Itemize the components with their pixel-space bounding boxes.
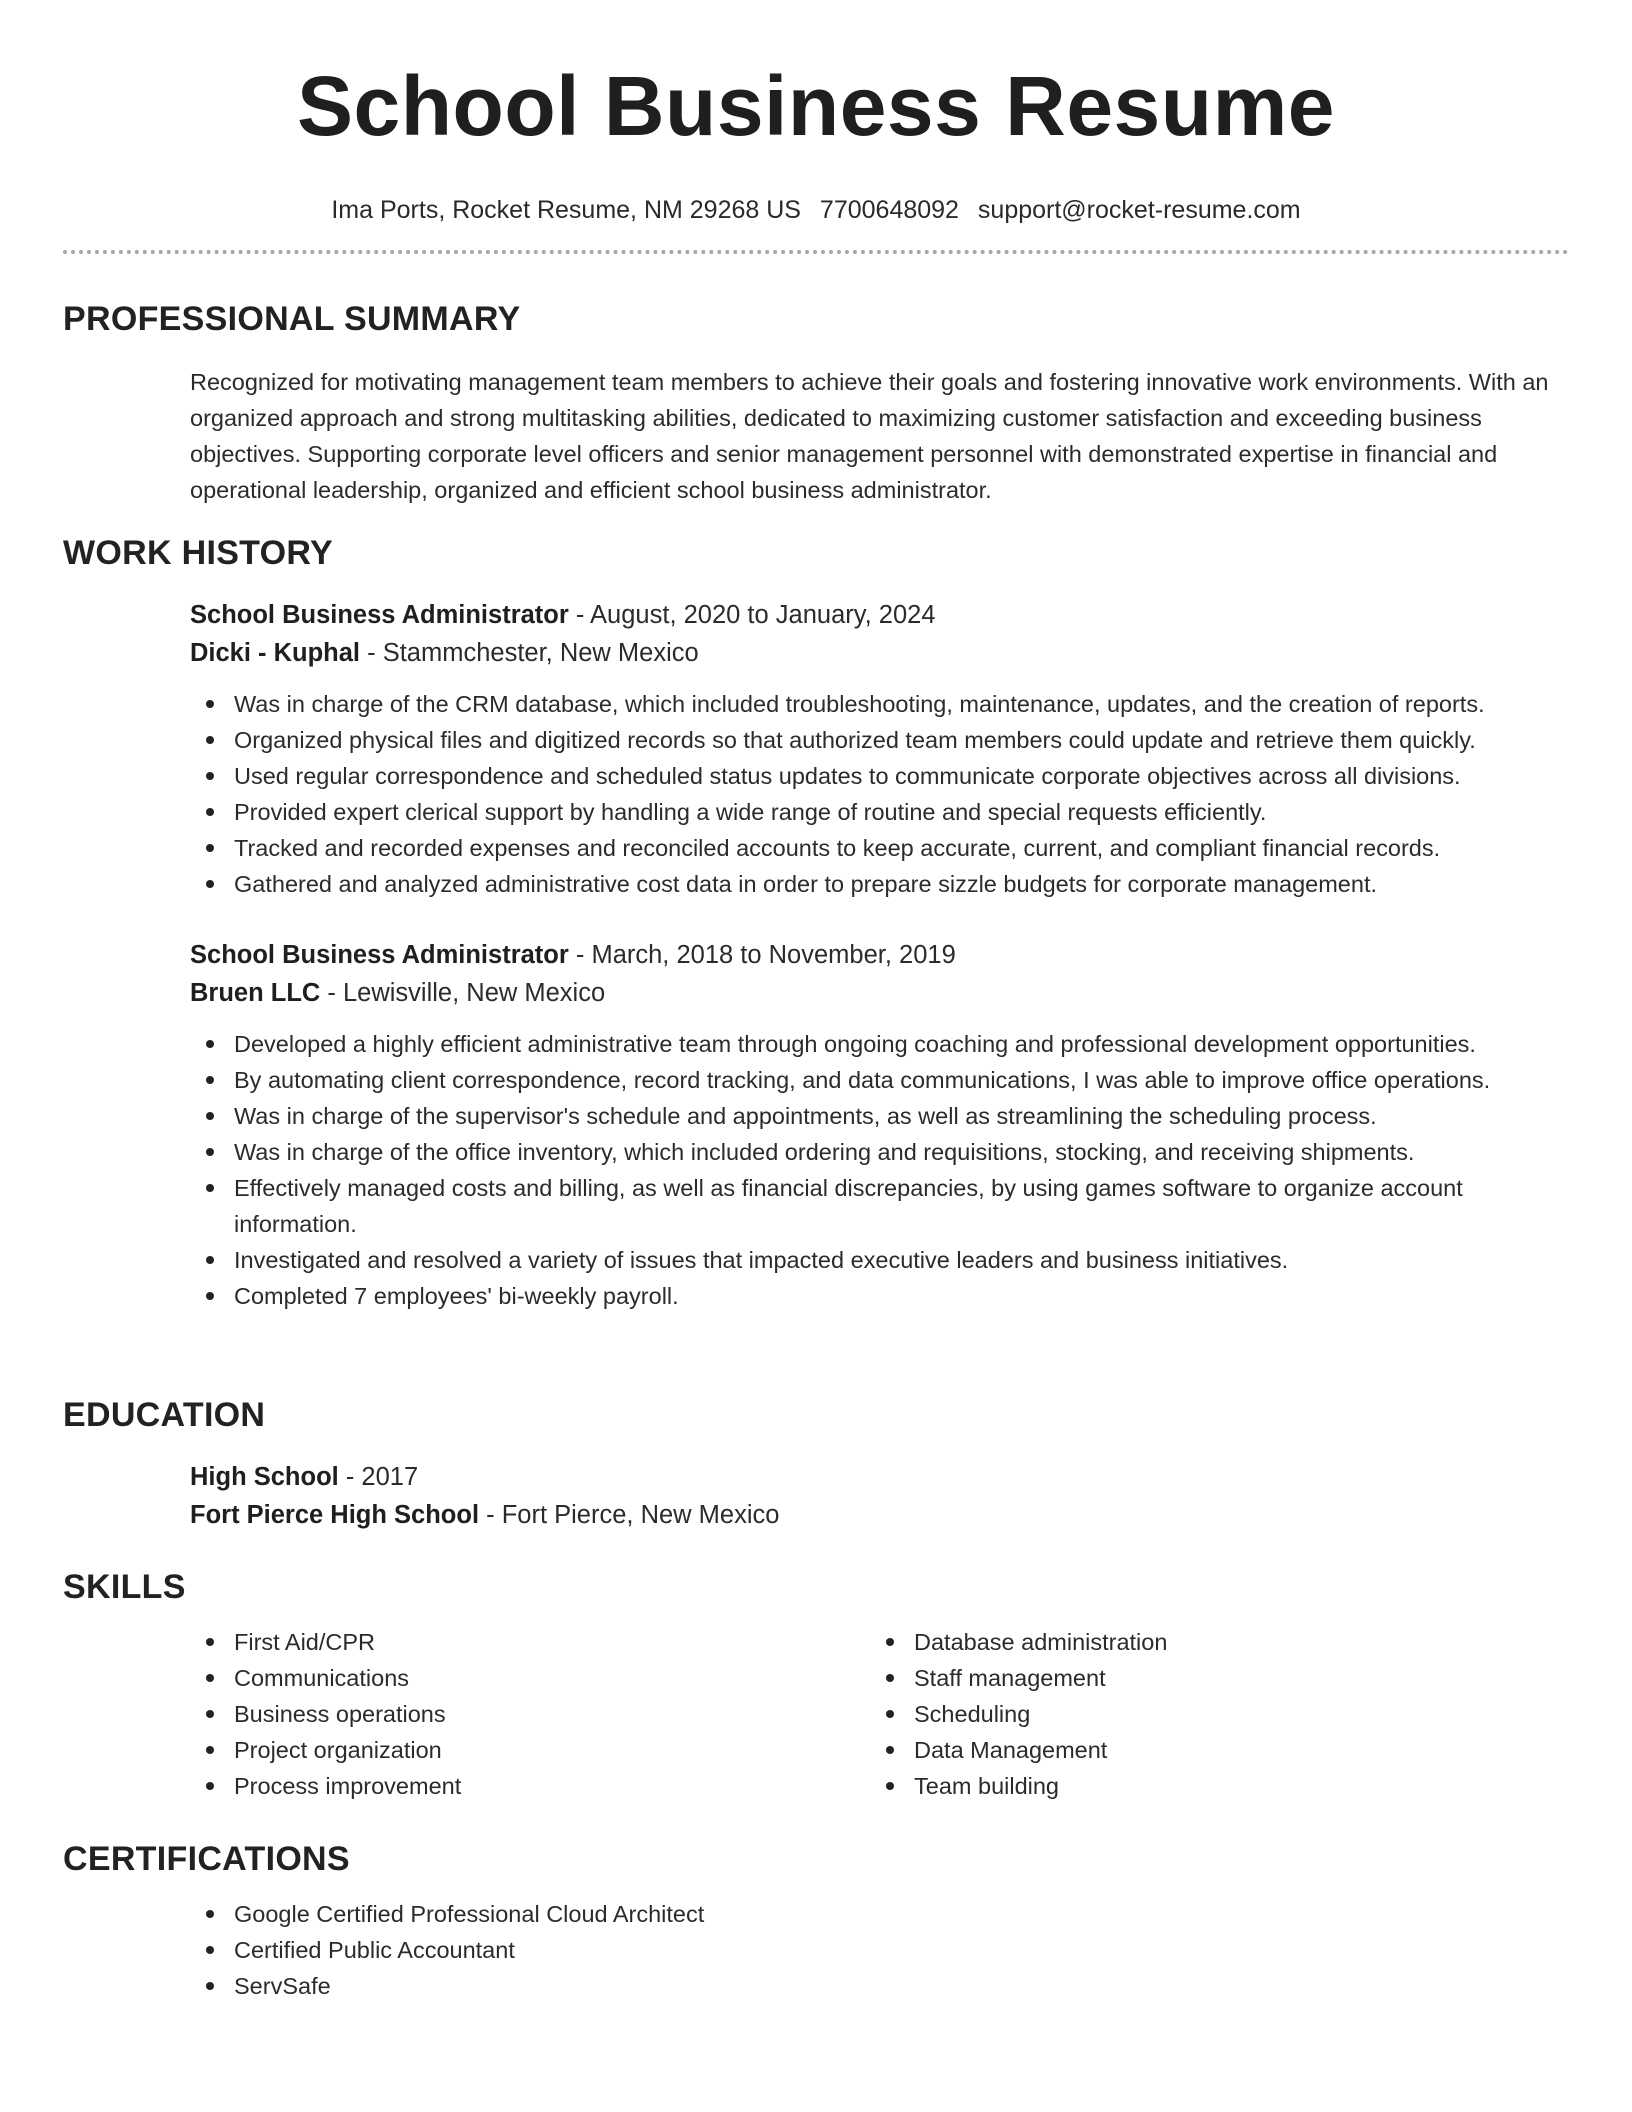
resume-header (0, 56, 1632, 226)
list-item: Was in charge of the office inventory, which included ordering and requisitions, stocking, and receiving shipments. (190, 1134, 1570, 1170)
job-company: Dicki - Kuphal (190, 639, 361, 667)
list-item: Used regular correspondence and scheduled status updates to communicate corporate objectives across all divisions. (190, 758, 1569, 794)
section-body (190, 364, 1569, 508)
list-item: Investigated and resolved a variety of issues that impacted executive leaders and business initiatives. (190, 1242, 1570, 1278)
section-body (190, 1458, 1569, 1534)
list-item: Tracked and recorded expenses and reconciled accounts to keep accurate, current, and compliant financial records. (190, 830, 1569, 866)
section-heading: SKILLS (63, 1568, 186, 1606)
education-location: - Fort Pierce, New Mexico (479, 1501, 780, 1529)
education-school-line (190, 1496, 1569, 1534)
contact-line (0, 194, 1632, 226)
education-degree: High School (190, 1463, 339, 1491)
list-item: Effectively managed costs and billing, as well as financial discrepancies, by using games software to organize account information. (190, 1170, 1570, 1242)
list-item: Process improvement (190, 1768, 870, 1804)
education-school: Fort Pierce High School (190, 1501, 480, 1529)
list-item: First Aid/CPR (190, 1624, 870, 1660)
section-heading: PROFESSIONAL SUMMARY (63, 300, 521, 338)
job-company-line (190, 634, 1569, 672)
job-title-line (190, 596, 1569, 634)
list-item: Developed a highly efficient administrative team through ongoing coaching and professional development opportunities. (190, 1026, 1570, 1062)
list-item: Provided expert clerical support by handling a wide range of routine and special requests efficiently. (190, 794, 1569, 830)
job-title-line (190, 936, 1569, 974)
job-title: School Business Administrator (190, 601, 569, 629)
job-entry (190, 596, 1569, 902)
list-item: Google Certified Professional Cloud Architect (190, 1896, 1569, 1932)
list-item: Completed 7 employees' bi-weekly payroll. (190, 1278, 1570, 1314)
contact-address: Ima Ports, Rocket Resume, NM 29268 US (331, 196, 801, 224)
section-skills (63, 1566, 1569, 1804)
job-company: Bruen LLC (190, 979, 321, 1007)
list-item: Business operations (190, 1696, 870, 1732)
section-body (190, 596, 1569, 1314)
job-location: - Stammchester, New Mexico (360, 639, 699, 667)
header-divider (63, 250, 1569, 254)
list-item: Scheduling (870, 1696, 1550, 1732)
list-item: By automating client correspondence, record tracking, and data communications, I was able to improve office operations. (190, 1062, 1570, 1098)
job-location: - Lewisville, New Mexico (320, 979, 606, 1007)
list-item: ServSafe (190, 1968, 1569, 2004)
list-item: Was in charge of the CRM database, which included troubleshooting, maintenance, updates, and the creation of reports. (190, 686, 1569, 722)
list-item: Database administration (870, 1624, 1550, 1660)
section-heading: CERTIFICATIONS (63, 1840, 350, 1878)
contact-email: support@rocket-resume.com (977, 196, 1301, 224)
list-item: Was in charge of the supervisor's schedule and appointments, as well as streamlining the scheduling process. (190, 1098, 1570, 1134)
list-item: Data Management (870, 1732, 1550, 1768)
job-title: School Business Administrator (190, 941, 569, 969)
section-education (63, 1394, 1569, 1534)
section-heading: EDUCATION (63, 1396, 266, 1434)
section-work-history (63, 532, 1569, 1348)
job-dates: - August, 2020 to January, 2024 (568, 601, 936, 629)
job-bullets (190, 1026, 1570, 1314)
section-certifications (63, 1838, 1569, 2004)
education-year: - 2017 (338, 1463, 419, 1491)
skills-list-right (870, 1624, 1550, 1804)
section-body (190, 1624, 1569, 1804)
section-summary (63, 298, 1569, 508)
contact-phone: 7700648092 (819, 196, 959, 224)
education-degree-line (190, 1458, 1569, 1496)
skills-columns (190, 1624, 1569, 1804)
list-item: Team building (870, 1768, 1550, 1804)
list-item: Certified Public Accountant (190, 1932, 1569, 1968)
list-item: Gathered and analyzed administrative cost data in order to prepare sizzle budgets for corporate management. (190, 866, 1569, 902)
section-heading: WORK HISTORY (63, 534, 333, 572)
certifications-list (190, 1896, 1569, 2004)
summary-text: Recognized for motivating management team members to achieve their goals and fostering innovative work environments. With an organized approach and strong multitasking abilities, dedicated to maximizing customer satisfaction and exceeding business objectives. Supporting corporate level officers and senior management personnel with demonstrated expertise in financial and operational leadership, organized and efficient school business administrator. (190, 369, 1549, 503)
job-company-line (190, 974, 1569, 1012)
skills-list-left (190, 1624, 870, 1804)
list-item: Organized physical files and digitized records so that authorized team members could update and retrieve them quickly. (190, 722, 1569, 758)
job-entry (190, 936, 1569, 1314)
resume-title: School Business Resume (297, 59, 1335, 153)
job-bullets (190, 686, 1569, 902)
list-item: Staff management (870, 1660, 1550, 1696)
job-dates: - March, 2018 to November, 2019 (568, 941, 956, 969)
section-body (190, 1896, 1569, 2004)
list-item: Communications (190, 1660, 870, 1696)
list-item: Project organization (190, 1732, 870, 1768)
